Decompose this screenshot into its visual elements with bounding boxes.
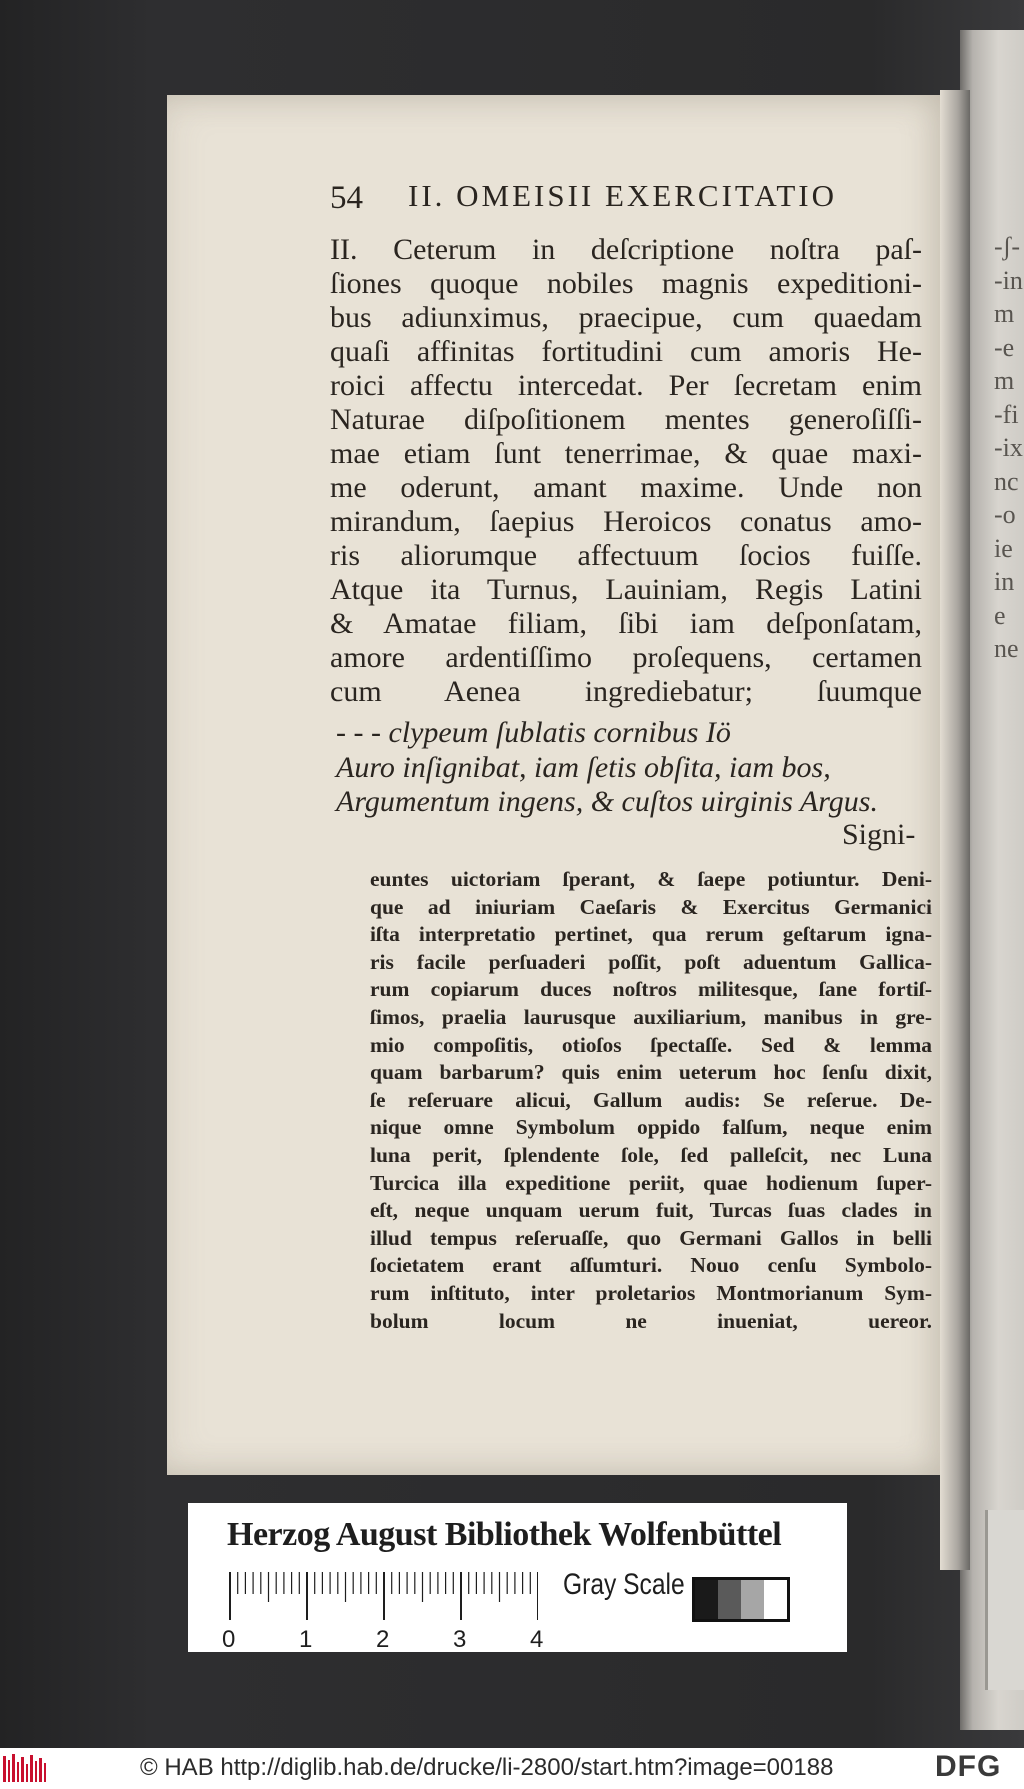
facing-fragment: e [994,600,1006,630]
facing-page-text-fragments [994,230,1024,666]
verse-quotation [336,716,928,820]
text-line: II. Ceterum in deſcriptione noſtra paſ- [330,233,922,266]
facing-fragment: ie [994,533,1013,563]
note-line: ſe reſeruare alicui, Gallum audis: Se reſerue. De- [370,1087,932,1112]
text-line: ris aliorumque affectuum ſocios fuiſſe. [330,539,922,572]
page-number: 54 [330,180,363,216]
library-name: Herzog August Bibliothek Wolfenbüttel [227,1516,782,1553]
footnote-block [370,866,932,1335]
note-line: eſt, neque unquam uerum fuit, Turcas ſuas clades in [370,1198,932,1223]
facing-fragment: -in [994,265,1023,295]
text-line: Naturae diſpoſitionem mentes generoſiſſi- [330,403,922,436]
facing-fragment: -ix [994,433,1023,462]
note-line: euntes uictoriam ſperant, & ſaepe potiuntur. Deni- [370,867,932,891]
gray-swatch [741,1580,764,1619]
facing-fragment: ne [994,634,1019,663]
page-gutter-shadow [940,90,970,1570]
ruler-number: 1 [299,1626,313,1653]
gray-swatch [718,1580,741,1619]
verse-line: Argumentum ingens, & cuſtos uirginis Argus. [336,785,878,818]
running-head: II. OMEISII EXERCITATIO [408,178,837,213]
verse-line: - - - clypeum ſublatis cornibus Iö [336,716,731,749]
ruler-number: 3 [453,1626,467,1653]
footer-bar [0,1748,1024,1789]
note-line: iſta interpretatio pertinet, qua rerum geſtarum igna- [370,922,932,947]
text-line: me oderunt, amant maxime. Unde non [330,471,922,504]
facing-fragment: -ʃ- [994,232,1020,261]
note-line: ſimos, praelia laurusque auxiliarium, manibus in gre- [370,1004,932,1029]
note-line: quam barbarum? quis enim ueterum hoc ſenſu dixit, [370,1060,932,1085]
note-line: nique omne Symbolum oppido falſum, neque enim [370,1115,932,1140]
note-line: bolum locum ne inueniat, uereor. [370,1308,932,1333]
text-line: roici affectu intercedat. Per ſecretam enim [330,369,922,402]
facing-fragment: in [994,567,1015,596]
text-line: Atque ita Turnus, Lauiniam, Regis Latini [330,573,922,606]
text-line: mirandum, ſaepius Heroicos conatus amo- [330,505,922,538]
facing-fragment: -e [994,332,1015,362]
text-line: & Amatae filiam, ſibi iam deſponſatam, [330,607,922,640]
facing-fragment: -fi [994,399,1019,429]
facing-page-label [985,1510,1024,1690]
note-line: rum copiarum duces noſtros militesque, ſane fortiſ- [370,977,932,1002]
gray-swatch [695,1580,718,1619]
ruler-number: 2 [376,1626,390,1653]
footer-url[interactable]: © HAB http://diglib.hab.de/drucke/li-2800/start.htm?image=00188 [140,1754,834,1781]
text-line: mae etiam ſunt tenerrimae, & quae maxi- [330,437,922,470]
note-line: mio compoſitis, otioſos ſpectaſſe. Sed & lemma [370,1032,932,1057]
facing-fragment: m [994,366,1015,395]
dfg-logo: DFG [935,1750,1002,1783]
facing-fragment: -o [994,500,1016,529]
ruler-number: 4 [530,1626,544,1653]
gray-swatch [764,1580,787,1619]
text-line: ſiones quoque nobiles magnis expeditioni- [330,267,922,300]
text-line: cum Aenea ingrediebatur; ſuumque [330,675,922,708]
text-line: quaſi affinitas fortitudini cum amoris He- [330,335,922,368]
ruler-number: 0 [222,1626,236,1653]
note-line: luna perit, ſplendente ſole, ſed palleſcit, nec Luna [370,1142,932,1167]
facing-fragment: nc [994,466,1019,496]
note-line: ris facile perſuaderi poſſit, poſt aduentum Gallica- [370,949,932,974]
text-line: amore ardentiſſimo proſequens, certamen [330,641,922,674]
note-line: Turcica illa expeditione periit, quae hodienum ſuper- [370,1170,932,1195]
note-line: rum inſtituto, inter proletarios Montmorianum Sym- [370,1280,932,1305]
catchword: Signi- [842,818,916,851]
gray-scale-label: Gray Scale [563,1568,685,1601]
ruler-scale [228,1572,538,1622]
gray-scale-swatches [692,1577,790,1622]
note-line: illud tempus reſeruaſſe, quo Germani Gallos in belli [370,1225,932,1250]
facing-fragment: m [994,299,1015,328]
note-line: ſocietatem erant aſſumturi. Nouo cenſu Symbolo- [370,1253,932,1278]
note-line: que ad iniuriam Caeſaris & Exercitus Germanici [370,894,932,919]
main-paragraph [330,233,922,709]
hab-logo-icon [2,1752,48,1785]
verse-line: Auro inſignibat, iam ſetis obſita, iam bos, [336,750,831,784]
text-line: bus adiunximus, praecipue, cum quaedam [330,301,922,334]
